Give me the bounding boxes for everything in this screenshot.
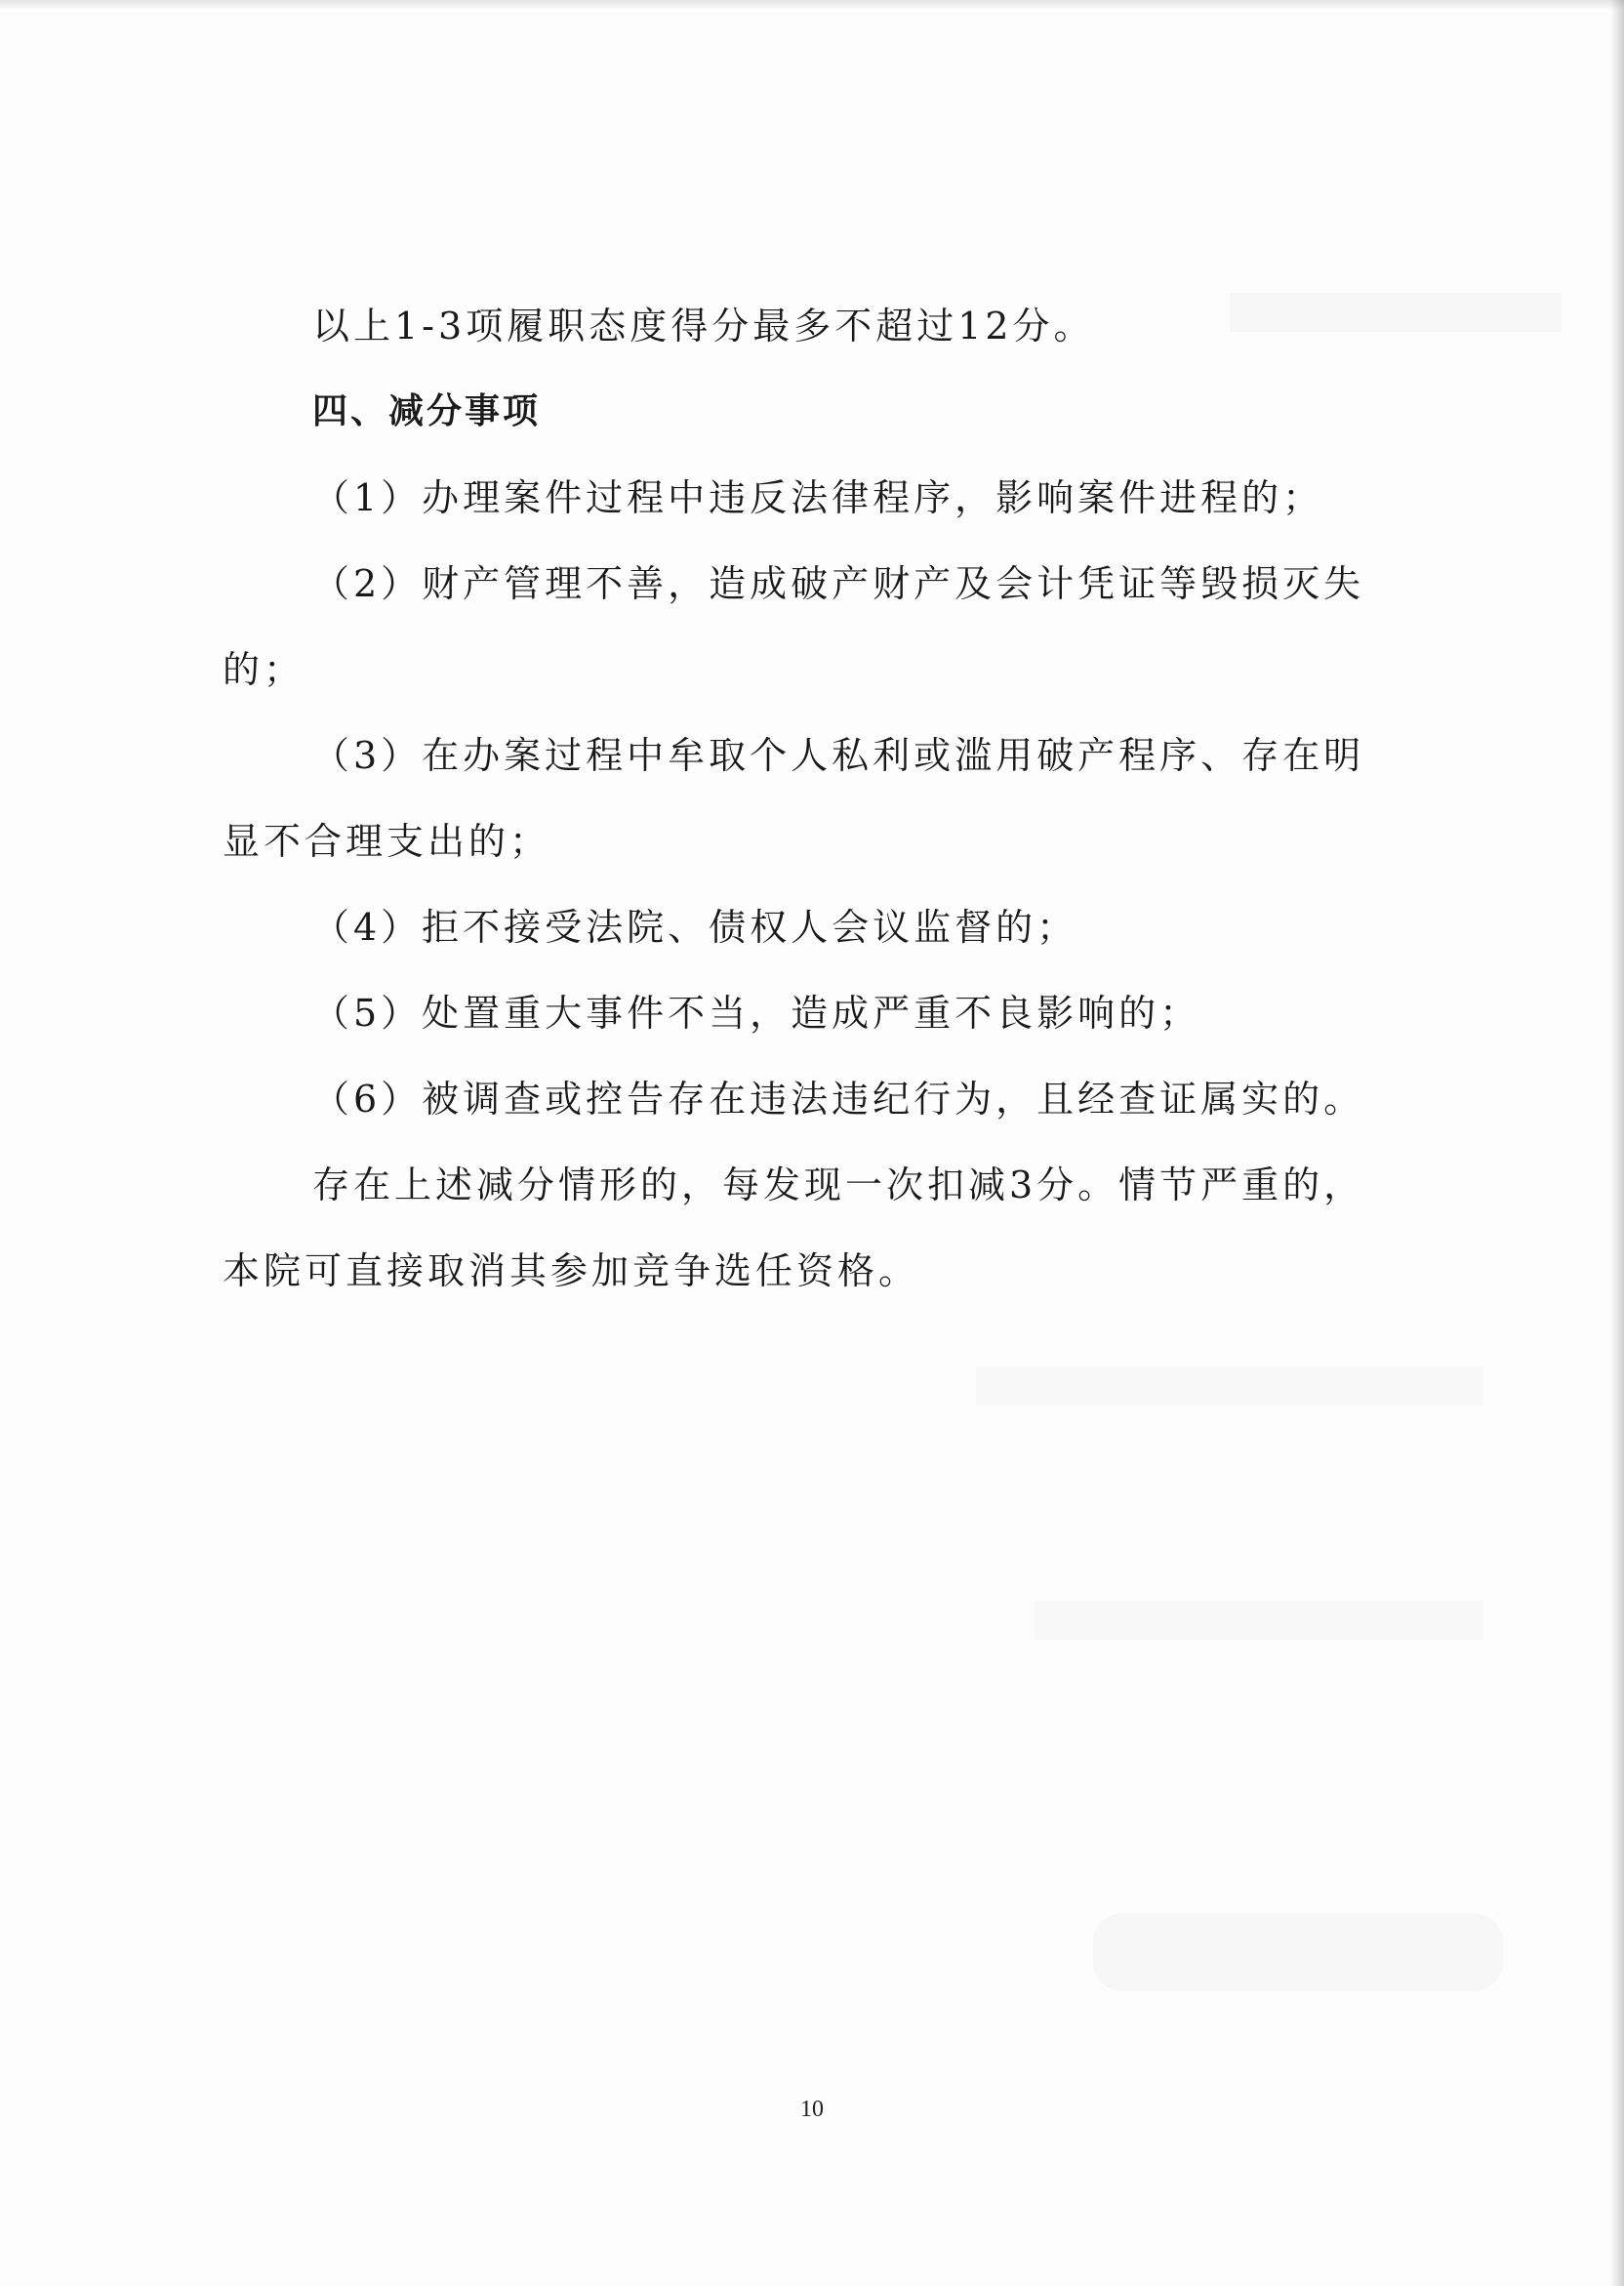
list-item-3: （3）在办案过程中牟取个人私利或滥用破产程序、存在明 <box>312 734 1365 777</box>
bleed-through-mark <box>1093 1913 1503 1991</box>
scan-edge-top <box>0 0 1624 10</box>
list-item-1: （1）办理案件过程中违反法律程序，影响案件进程的； <box>312 476 1324 519</box>
list-item-5: （5）处置重大事件不当，造成严重不良影响的； <box>312 992 1201 1035</box>
list-item-3-continuation: 显不合理支出的； <box>223 820 551 863</box>
conclusion-paragraph-continuation: 本院可直接取消其参加竞争选任资格。 <box>223 1249 920 1292</box>
bleed-through-mark <box>1035 1601 1483 1640</box>
page-number: 10 <box>800 2097 824 2122</box>
conclusion-paragraph: 存在上述减分情形的，每发现一次扣减3分。情节严重的， <box>312 1163 1365 1206</box>
list-item-2-continuation: 的； <box>223 648 305 691</box>
summary-line: 以上1-3项履职态度得分最多不超过12分。 <box>312 305 1095 347</box>
list-item-2: （2）财产管理不善，造成破产财产及会计凭证等毁损灭失 <box>312 562 1365 605</box>
list-item-6: （6）被调查或控告存在违法违纪行为，且经查证属实的。 <box>312 1078 1365 1121</box>
list-item-4: （4）拒不接受法院、债权人会议监督的； <box>312 906 1078 949</box>
scan-edge-right <box>1610 0 1624 2286</box>
bleed-through-mark <box>976 1367 1483 1406</box>
section-heading: 四、减分事项 <box>312 391 542 431</box>
document-body <box>223 283 1413 1314</box>
